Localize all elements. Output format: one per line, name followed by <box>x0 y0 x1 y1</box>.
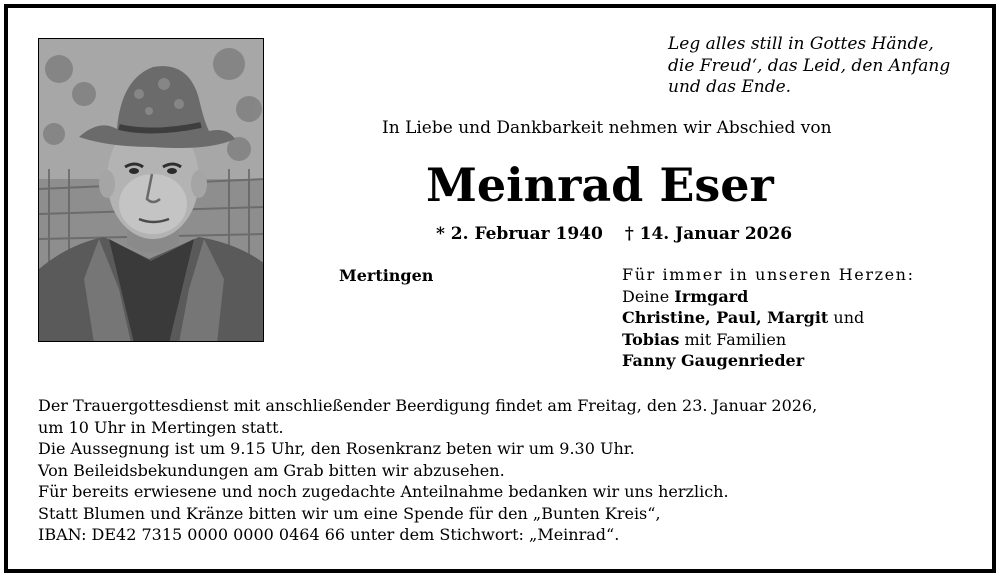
life-dates <box>436 223 792 245</box>
mourner-suffix: mit Familien <box>684 329 787 349</box>
mourner-name: Tobias <box>622 329 680 349</box>
verse-line: Leg alles still in Gottes Hände, <box>668 34 934 54</box>
mourner-line <box>622 329 978 351</box>
mourner-name: Fanny Gaugenrieder <box>622 351 805 370</box>
notice-line: IBAN: DE42 7315 0000 0000 0464 66 unter dem Stichwort: „Meinrad“. <box>38 525 620 544</box>
deceased-name: Meinrad Eser <box>426 158 774 212</box>
bible-verse <box>668 34 978 99</box>
intro-text: In Liebe und Dankbarkeit nehmen wir Abschied von <box>382 118 832 138</box>
notice-line: Für bereits erwiesene und noch zugedachte Anteilnahme bedanken wir uns herzlich. <box>38 482 729 501</box>
portrait-photo <box>38 38 264 342</box>
notice-line: Von Beileidsbekundungen am Grab bitten wir abzusehen. <box>38 460 505 480</box>
mourner-line <box>622 286 978 308</box>
mourners-block <box>622 264 978 372</box>
mourner-names: Christine, Paul, Margit <box>622 308 829 327</box>
mourner-line <box>622 307 978 329</box>
mourner-line <box>622 350 978 372</box>
notice-line: Der Trauergottesdienst mit anschließender Beerdigung findet am Freitag, den 23. Januar 2026, <box>38 396 818 415</box>
notice-line: um 10 Uhr in Mertingen statt. <box>38 417 284 437</box>
mourner-conjunction: und <box>833 308 865 327</box>
notice-line: Die Aussegnung ist um 9.15 Uhr, den Rosenkranz beten wir um 9.30 Uhr. <box>38 439 635 458</box>
verse-line: und das Ende. <box>668 77 792 97</box>
death-date: † 14. Januar 2026 <box>624 224 793 244</box>
mourner-name: Irmgard <box>674 286 749 306</box>
hometown: Mertingen <box>339 266 434 285</box>
mourners-heading: Für immer in unseren Herzen: <box>622 265 915 284</box>
verse-line: die Freud‘, das Leid, den Anfang <box>668 55 951 76</box>
portrait-illustration <box>39 39 264 342</box>
birth-date: * 2. Februar 1940 <box>436 224 603 244</box>
mourner-prefix: Deine <box>622 286 670 306</box>
notice-line: Statt Blumen und Kränze bitten wir um eine Spende für den „Bunten Kreis“, <box>38 503 661 523</box>
funeral-notice <box>38 395 978 546</box>
